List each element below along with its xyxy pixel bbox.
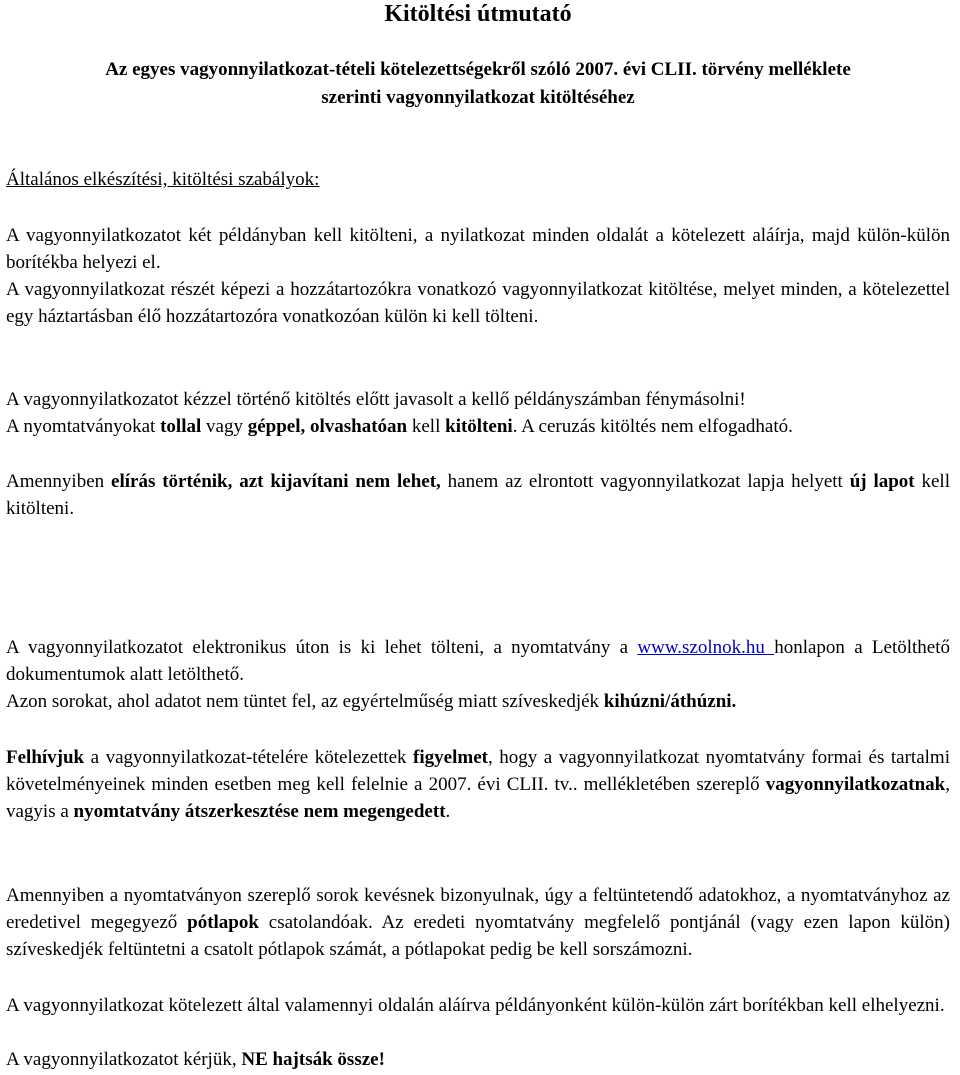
text-run: A vagyonnyilatkozatot kérjük, bbox=[6, 1049, 242, 1070]
subtitle-line-1: Az egyes vagyonnyilatkozat-tételi kötelezettségekről szóló 2007. évi CLII. törvény melléklete bbox=[105, 59, 851, 80]
text-run: . A ceruzás kitöltés nem elfogadható. bbox=[512, 416, 793, 437]
document-subtitle bbox=[6, 56, 950, 112]
text-run: , hogy a vagyonnyilatkozat nyomtatvány formai és tartalmi követelményeinek minden esetben meg kell felelnie a 2007. évi CLII. tv.. mellékletében szereplő bbox=[6, 747, 950, 795]
bold-run: nyomtatvány átszerkesztése nem megengedett bbox=[73, 801, 446, 822]
paragraph-text: A vagyonnyilatkozat részét képezi a hozzátartozókra vonatkozó vagyonnyilatkozat kitöltése, melyet minden, a kötelezettel egy háztartásban élő hozzátartozóra vonatkozóan külön ki kell tölteni. bbox=[6, 279, 950, 327]
paragraph-do-not-fold bbox=[6, 1046, 950, 1073]
bold-run: Felhívjuk bbox=[6, 747, 85, 768]
bold-run: elírás történik, azt kijavítani nem lehet, bbox=[111, 471, 441, 492]
text-run: Amennyiben a nyomtatványon szereplő sorok kevésnek bizonyulnak, úgy a feltüntetendő adatokhoz, a nyomtatványhoz az eredetivel megegyező bbox=[6, 885, 950, 933]
text-run: A vagyonnyilatkozatot elektronikus úton is ki lehet tölteni, a nyomtatvány a bbox=[6, 637, 638, 658]
text-run: , vagyis a bbox=[6, 774, 950, 822]
text-run: a vagyonnyilatkozat-tételére kötelezettek bbox=[84, 747, 414, 768]
text-run: csatolandóak. Az eredeti nyomtatvány megfelelő pontjánál (vagy ezen lapon külön) szíveskedjék feltüntetni a csatolt pótlapok számát, a pótlapokat pedig be kell sorszámozni. bbox=[6, 912, 950, 960]
paragraph-electronic bbox=[6, 634, 950, 688]
text-run: . bbox=[445, 801, 451, 822]
bold-run: kihúzni/áthúzni. bbox=[603, 691, 737, 712]
bold-run: géppel, olvashatóan bbox=[247, 416, 408, 437]
text-run: Azon sorokat, ahol adatot nem tüntet fel, az egyértelműség miatt szíveskedjék bbox=[6, 691, 604, 712]
bold-run: pótlapok bbox=[187, 912, 259, 933]
text-run: vagy bbox=[201, 416, 248, 437]
text-run: A nyomtatványokat bbox=[6, 416, 161, 437]
website-link[interactable]: www.szolnok.hu bbox=[637, 637, 775, 658]
subtitle-line-2: szerinti vagyonnyilatkozat kitöltéséhez bbox=[321, 87, 635, 108]
bold-run: tollal bbox=[160, 416, 202, 437]
bold-run: kitölteni bbox=[445, 416, 513, 437]
paragraph-photocopy bbox=[6, 386, 950, 413]
paragraph-sealed-envelope bbox=[6, 992, 950, 1019]
text-run: kell kitölteni. bbox=[6, 471, 950, 519]
text-run: hanem az elrontott vagyonnyilatkozat lapja helyett bbox=[440, 471, 850, 492]
paragraph-notice bbox=[6, 744, 950, 825]
paragraph-text: A vagyonnyilatkozatot kézzel történő kitöltés előtt javasolt a kellő példányszámban fénymásolni! bbox=[6, 389, 746, 410]
paragraph-mistakes bbox=[6, 468, 950, 522]
paragraph-text: A vagyonnyilatkozat kötelezett által valamennyi oldalán aláírva példányonként külön-külön zárt borítékban kell elhelyezni. bbox=[6, 995, 945, 1016]
bold-run: vagyonnyilatkozatnak bbox=[765, 774, 946, 795]
paragraph-two-copies bbox=[6, 222, 950, 276]
section-heading: Általános elkészítési, kitöltési szabályok: bbox=[6, 169, 320, 190]
page-title: Kitöltési útmutató bbox=[384, 1, 572, 27]
paragraph-text: A vagyonnyilatkozatot két példányban kell kitölteni, a nyilatkozat minden oldalát a kötelezett aláírja, majd külön-külön borítékba helyezi el. bbox=[6, 225, 950, 273]
paragraph-extra-sheets bbox=[6, 882, 950, 963]
bold-run: új lapot bbox=[849, 471, 915, 492]
text-run: honlapon a Letölthető dokumentumok alatt letölthető. bbox=[6, 637, 951, 685]
paragraph-pen-or-typewriter bbox=[6, 413, 950, 440]
bold-run: figyelmet bbox=[413, 747, 488, 768]
paragraph-strike-through bbox=[6, 688, 950, 715]
paragraph-relatives bbox=[6, 276, 950, 330]
bold-run: NE hajtsák össze! bbox=[241, 1049, 385, 1070]
text-run: kell bbox=[407, 416, 446, 437]
text-run: Amennyiben bbox=[6, 471, 112, 492]
